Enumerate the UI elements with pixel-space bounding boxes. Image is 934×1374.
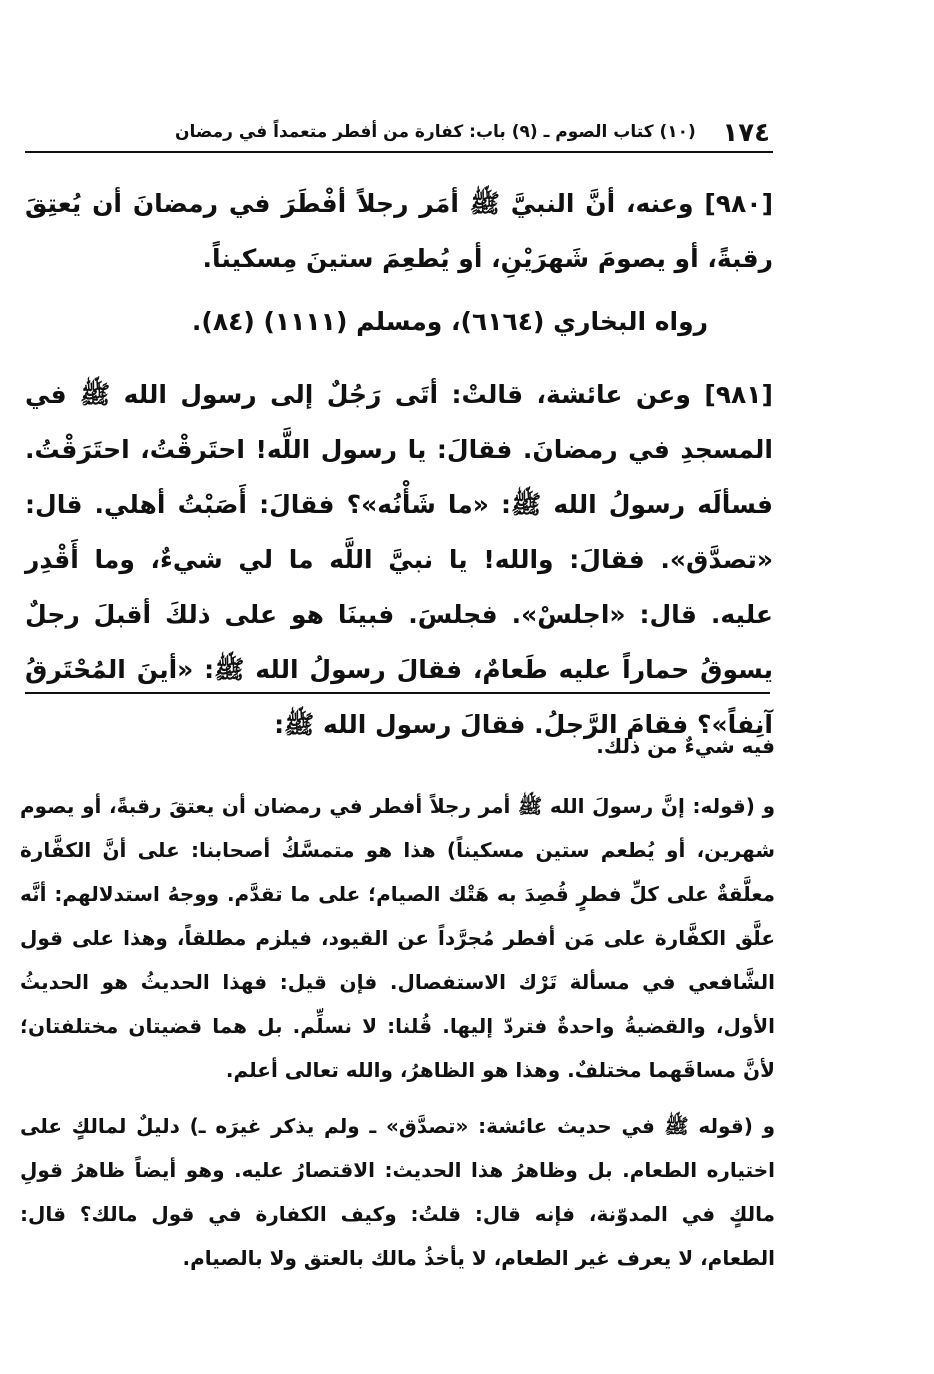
running-title: (١٠) كتاب الصوم ـ (٩) باب: كفارة من أفطر متعمداً في رمضان: [175, 122, 696, 142]
hadith-980-text: وعنه، أنَّ النبيَّ ﷺ أمَر رجلاً أفْطَرَ في رمضانَ أن يُعتِقَ رقبةً، أو يصومَ شَهرَيْنِ، أو يُطعِمَ ستينَ مِسكيناً.: [25, 189, 773, 273]
footnote-rule: [25, 692, 770, 694]
commentary-continuation: فيه شيءٌ من ذلك.: [596, 734, 775, 758]
commentary-paragraph-1: و (قوله: إنَّ رسولَ الله ﷺ أمر رجلاً أفطر في رمضان أن يعتقَ رقبةً، أو يصوم شهرين، أو يُطعم ستين مسكيناً) هذا هو متمسَّكُ أصحابنا: على أنَّ الكفَّارة معلَّقةٌ على كلِّ فطرٍ قُصِدَ به هَتْك الصيام؛ على ما تقدَّم. ووجهُ استدلالهم: أنَّه علَّق الكفَّارة على مَن أفطر مُجرَّداً عن القيود، فيلزم مطلقاً، وهذا على قول الشَّافعي في مسألة تَرْك الاستفصال. فإن قيل: فهذا الحديثُ هو الحديثُ الأول، والقضيةُ واحدةٌ فتردّ إليها. قُلنا: لا نسلِّم. بل هما قضيتان مختلفتان؛ لأنَّ مساقَهما مختلفٌ. وهذا هو الظاهرُ، والله تعالى أعلم.: [20, 794, 775, 1082]
header-rule: [25, 151, 773, 153]
commentary-paragraph-2: و (قوله ﷺ في حديث عائشة: «تصدَّق» ـ ولم يذكر غيرَه ـ) دليلٌ لمالكٍ على اختياره الطعام. بل وظاهرُ هذا الحديث: الاقتصارُ عليه. وهو أيضاً ظاهرُ قولِ مالكٍ في المدوّنة، فإنه قال: قلتُ: وكيف الكفارة في قول مالك؟ قال: الطعام، لا يعرف غير الطعام، لا يأخذُ مالك بالعتق ولا بالصيام.: [20, 1114, 775, 1270]
hadith-number-980: [٩٨٠]: [704, 189, 773, 218]
commentary-block: [20, 724, 775, 1292]
hadith-980-source: رواه البخاري (٦١٦٤)، ومسلم (١١١١) (٨٤).: [191, 307, 708, 336]
hadith-981-text: وعن عائشة، قالتْ: أتَى رَجُلٌ إلى رسول الله ﷺ في المسجدِ في رمضانَ. فقالَ: يا رسول اللَّه! احتَرقْتُ، احتَرَقْتُ. فسألَه رسولُ الله ﷺ: «ما شَأْنُه»؟ فقالَ: أَصَبْتُ أهلي. قال: «تصدَّق». فقالَ: والله! يا نبيَّ اللَّه ما لي شيءٌ، وما أَقْدِر عليه. قال: «اجلسْ». فجلسَ. فبينَا هو على ذلكَ أقبلَ رجلٌ يسوقُ حماراً عليه طَعامٌ، فقالَ رسولُ الله ﷺ: «أينَ المُحْتَرقُ آنِفاً»؟ فقامَ الرَّجلُ. فقالَ رسول الله ﷺ:: [25, 380, 773, 739]
page-number: ١٧٤: [722, 118, 770, 148]
hadith-number-981: [٩٨١]: [704, 380, 773, 409]
page-header: [25, 112, 770, 152]
hadith-981: [25, 367, 773, 752]
hadith-text-block: [25, 176, 773, 752]
hadith-980: [25, 176, 773, 286]
